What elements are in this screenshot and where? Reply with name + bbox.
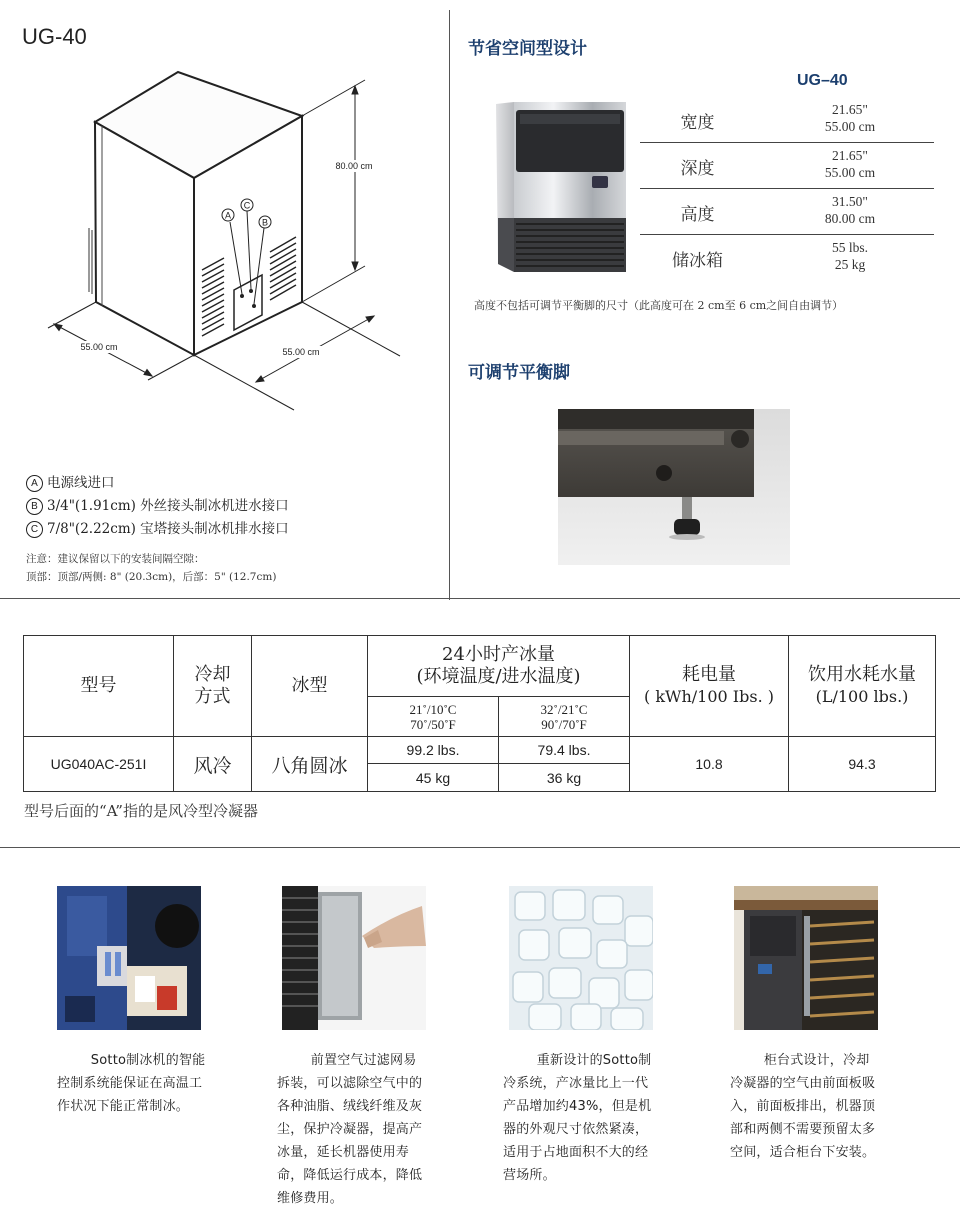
diagram-model-label: UG-40 <box>22 24 87 49</box>
cell-power: 10.8 <box>630 737 789 792</box>
cell-cond1-kg: 45 kg <box>368 764 499 792</box>
control-board-photo <box>57 886 201 1030</box>
spec-value-imperial: 31.50" <box>832 194 868 209</box>
ice-cubes-photo <box>509 886 653 1030</box>
spec-row-height <box>640 188 934 235</box>
air-filter-photo <box>282 886 426 1030</box>
right-dimension: 55.00 cm <box>282 347 320 357</box>
horizontal-divider-top <box>0 598 960 599</box>
header-water-line2: (L/100 lbs.) <box>815 687 909 706</box>
condition-2-fahrenheit: 90˚/70˚F <box>541 716 587 732</box>
clearance-note-line1: 注意：建议保留以下的安装间隔空隙： <box>26 553 205 565</box>
spec-label: 宽度 <box>680 113 715 133</box>
header-water <box>789 636 936 737</box>
table-footnote: 型号后面的“A”指的是风冷型冷凝器 <box>24 802 258 820</box>
cell-ice-type: 八角圆冰 <box>252 737 368 792</box>
header-ice-type: 冰型 <box>252 636 368 737</box>
spec-value-metric: 55.00 cm <box>824 165 876 180</box>
cell-cond2-kg: 36 kg <box>499 764 630 792</box>
spec-value-metric: 25 kg <box>834 257 866 272</box>
spec-value-imperial: 21.65" <box>832 148 868 163</box>
spec-value-imperial: 55 lbs. <box>831 240 868 255</box>
feature-text-undercounter: 柜台式设计，冷却冷凝器的空气由前面板吸入，前面板排出，机器顶部和两侧不需要预留太多空间，适合柜台下安装。 <box>730 1053 876 1160</box>
spec-model: UG–40 <box>797 72 848 89</box>
table-row <box>24 737 936 764</box>
legend-letter-c: C <box>26 521 43 538</box>
header-power-line1: 耗电量 <box>682 664 736 685</box>
feature-text-filter: 前置空气过滤网易拆装，可以滤除空气中的各种油脂、绒线纤维及灰尘，保护冷凝器，提高产冰量，延长机器使用寿命，降低运行成本，降低维修费用。 <box>277 1053 423 1206</box>
header-water-line1: 饮用水耗水量 <box>808 664 916 685</box>
feature-text-refrigeration: 重新设计的Sotto制冷系统，产冰量比上一代产品增加约43%，但是机器的外观尺寸依然紧凑，适用于占地面积不大的经营场所。 <box>503 1053 652 1183</box>
header-power-line2: ( kWh/100 Ibs. ) <box>644 687 774 706</box>
callout-c: C <box>243 200 251 211</box>
legend-letter-a: A <box>26 475 43 492</box>
left-dimension: 55.00 cm <box>80 342 118 352</box>
header-condition-2 <box>499 697 630 737</box>
header-production-line2: (环境温度/进水温度) <box>416 666 581 687</box>
cell-model: UG040AC-251I <box>24 737 174 792</box>
header-cooling-line1: 冷却 <box>194 664 231 685</box>
legend-text: 3/4"(1.91cm) 外丝接头制冰机进水接口 <box>47 498 289 514</box>
cell-cond2-lbs: 79.4 lbs. <box>499 737 630 764</box>
condition-1-celsius: 21˚/10˚C <box>409 701 457 717</box>
spec-value-metric: 80.00 cm <box>824 211 876 226</box>
spec-label: 高度 <box>680 205 715 225</box>
header-condition-1 <box>368 697 499 737</box>
table-header-row <box>24 636 936 697</box>
dimension-diagram <box>30 70 430 420</box>
callout-b: B <box>261 217 269 228</box>
spec-label: 储冰箱 <box>672 251 723 271</box>
cell-cond1-lbs: 99.2 lbs. <box>368 737 499 764</box>
adjustable-leg-photo <box>558 409 790 565</box>
legend-item-water-in <box>26 494 289 515</box>
spec-value-metric: 55.00 cm <box>824 119 876 134</box>
feature-text-control: Sotto制冰机的智能控制系统能保证在高温工作状况下能正常制冰。 <box>57 1053 206 1114</box>
adjustable-leg-title: 可调节平衡脚 <box>468 363 570 383</box>
header-cooling-line2: 方式 <box>194 686 231 707</box>
ice-machine-photo <box>488 100 633 275</box>
legend-item-drain <box>26 517 289 538</box>
header-power <box>630 636 789 737</box>
legend-item-power <box>26 471 115 492</box>
spec-table <box>23 635 936 792</box>
legend-text: 电源线进口 <box>47 475 115 491</box>
condition-1-fahrenheit: 70˚/50˚F <box>410 716 456 732</box>
undercounter-install-photo <box>734 886 878 1030</box>
condition-2-celsius: 32˚/21˚C <box>540 701 588 717</box>
horizontal-divider-bottom <box>0 847 960 848</box>
space-saving-title: 节省空间型设计 <box>468 39 587 59</box>
spec-value-imperial: 21.65" <box>832 102 868 117</box>
header-production <box>368 636 630 697</box>
cell-cooling: 风冷 <box>174 737 252 792</box>
vertical-divider <box>449 10 450 600</box>
clearance-note-line2: 顶部：顶部/两侧: 8" (20.3cm)，后部：5" (12.7cm) <box>26 571 277 583</box>
header-model: 型号 <box>24 636 174 737</box>
height-note: 高度不包括可调节平衡脚的尺寸（此高度可在 2 cm至 6 cm之间自由调节） <box>474 299 844 312</box>
spec-row-width <box>640 96 934 143</box>
callout-a: A <box>224 210 232 221</box>
spec-row-bin <box>640 234 934 280</box>
spec-label: 深度 <box>680 159 715 179</box>
spec-row-depth <box>640 142 934 189</box>
height-dimension: 80.00 cm <box>335 161 373 171</box>
header-cooling <box>174 636 252 737</box>
legend-text: 7/8"(2.22cm) 宝塔接头制冰机排水接口 <box>47 521 289 537</box>
header-production-line1: 24小时产冰量 <box>442 644 555 665</box>
cell-water: 94.3 <box>789 737 936 792</box>
legend-letter-b: B <box>26 498 43 515</box>
